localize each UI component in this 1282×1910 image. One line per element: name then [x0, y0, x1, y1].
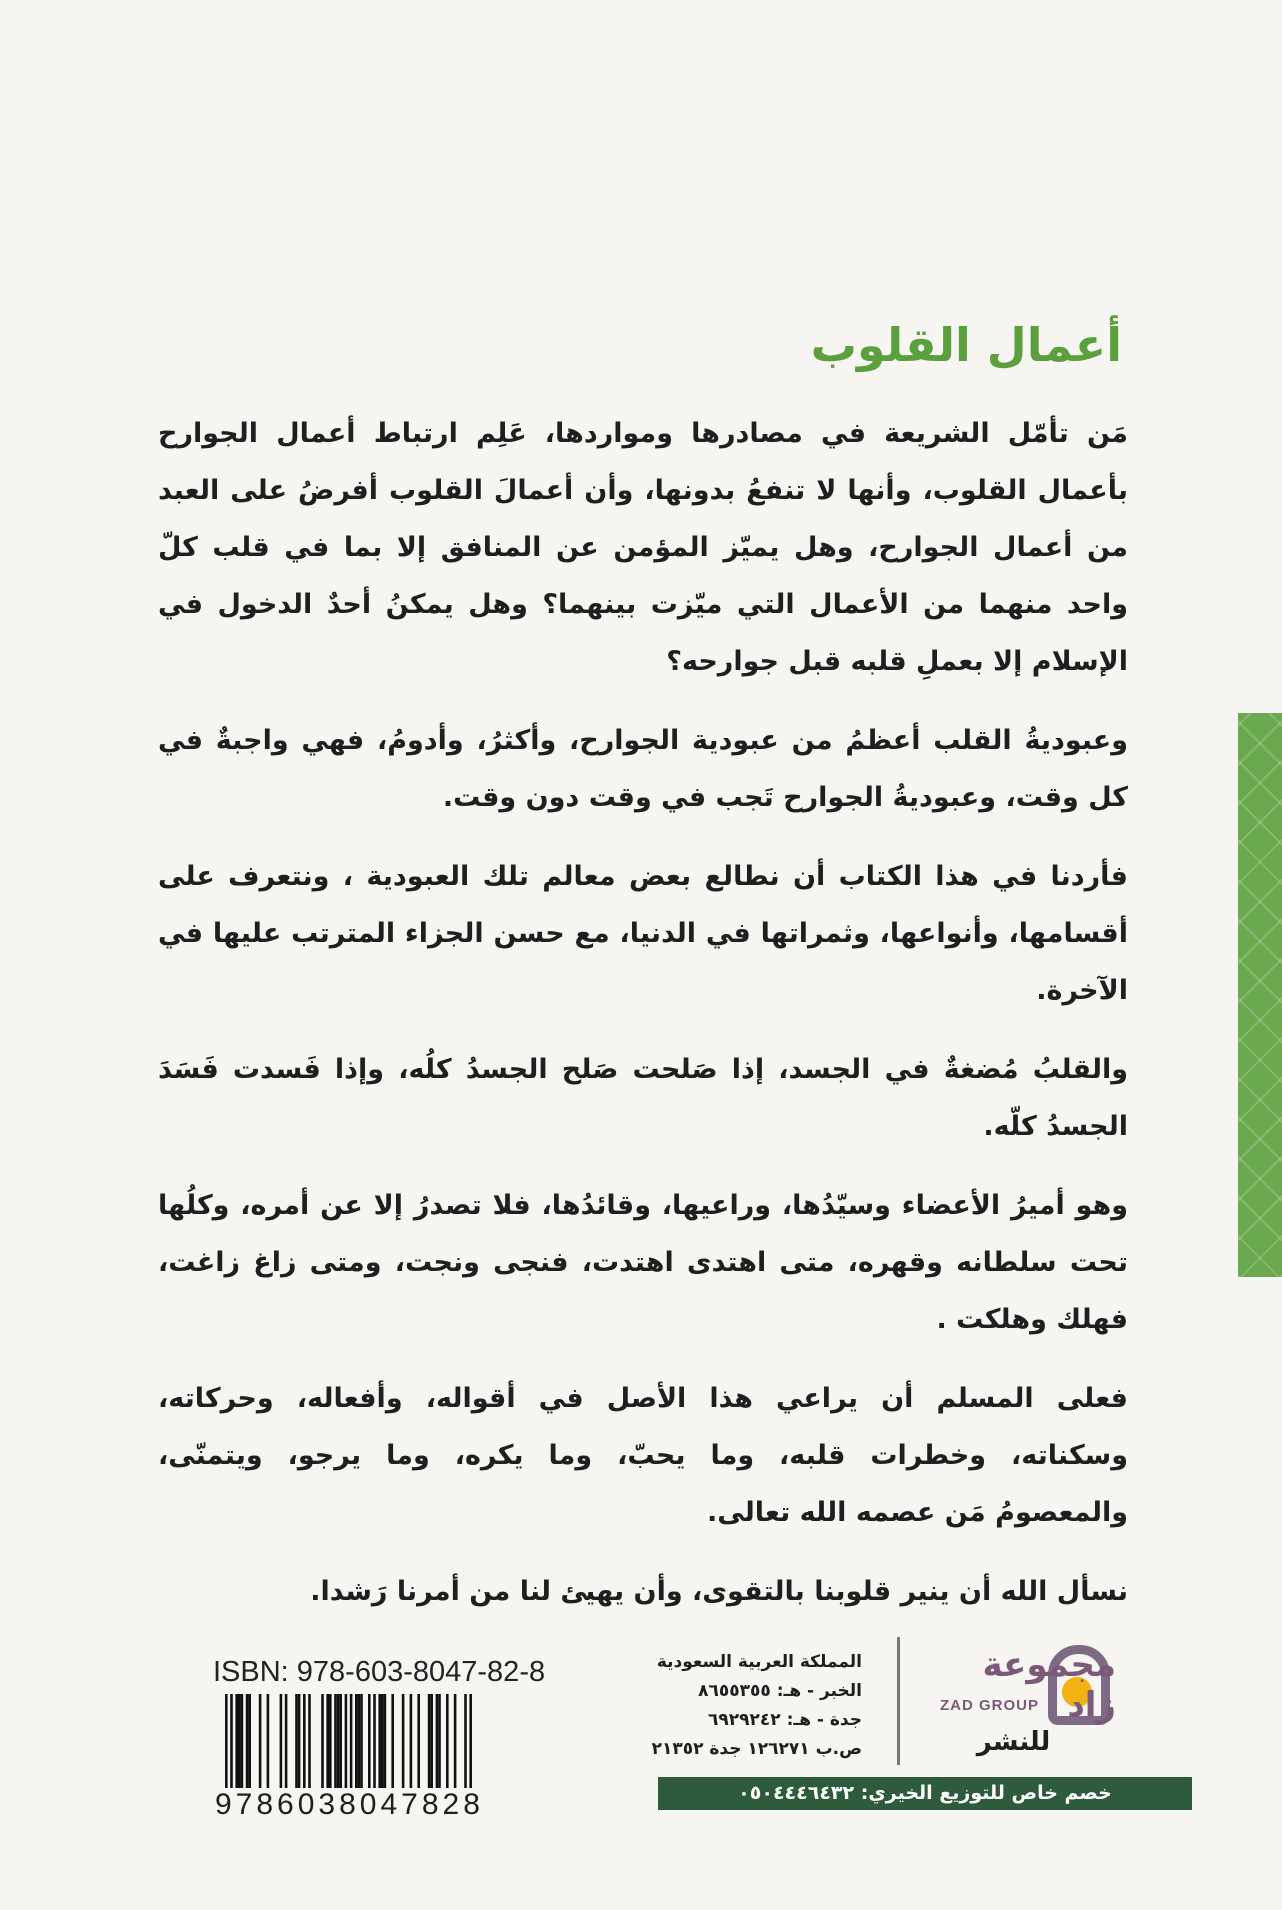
barcode-bar	[384, 1694, 387, 1790]
barcode-bar	[430, 1694, 433, 1790]
barcode-bar	[410, 1694, 413, 1790]
publisher-logo	[926, 1637, 1116, 1767]
barcode-bar	[446, 1694, 449, 1790]
barcode-bar	[391, 1694, 394, 1790]
address-khobar: الخبر - هـ: ٨٦٥٥٣٥٥	[698, 1681, 862, 1701]
barcode-bar	[339, 1694, 342, 1790]
logo-name-en: ZAD GROUP	[940, 1697, 1039, 1714]
barcode-bar	[373, 1694, 376, 1790]
barcode-bar	[381, 1694, 384, 1790]
barcode-bar	[248, 1694, 251, 1790]
logo-tagline: للنشر	[976, 1727, 1051, 1757]
barcode-bar	[238, 1694, 241, 1790]
barcode-bar	[259, 1694, 262, 1790]
book-title: أعمال القلوب	[810, 318, 1122, 372]
barcode-bar	[368, 1694, 371, 1790]
paragraph: فأردنا في هذا الكتاب أن نطالع بعض معالم تلك العبودية ، ونتعرف على أقسامها، وأنواعها، وثمراتها في الدنيا، مع حسن الجزاء المترتب عليها في الآخرة.	[158, 861, 1128, 1006]
isbn: ISBN: 978-603-8047-82-8	[213, 1656, 546, 1688]
barcode-bar	[378, 1694, 381, 1790]
divider	[897, 1637, 900, 1765]
barcode-bar	[321, 1694, 324, 1790]
address-pobox: ص.ب ١٢٦٢٧١ جدة ٢١٣٥٢	[651, 1739, 862, 1759]
barcode-bar	[438, 1694, 441, 1790]
barcode-bar	[334, 1694, 337, 1790]
paragraph: وعبوديةُ القلب أعظمُ من عبودية الجوارح، وأكثرُ، وأدومُ، فهي واجبةٌ في كل وقت، وعبوديةُ الجوارح تَجب في وقت دون وقت.	[158, 725, 1128, 813]
paragraph: وهو أميرُ الأعضاء وسيّدُها، وراعيها، وقائدُها، فلا تصدرُ إلا عن أمره، وكلُها تحت سلطانه وقهره، متى اهتدى اهتدت، فنجى ونجت، ومتى زاغ زاغت، فهلك وهلكت .	[158, 1190, 1128, 1335]
barcode-bar	[285, 1694, 288, 1790]
paragraph: والقلبُ مُضغةٌ في الجسد، إذا صَلحت صَلح الجسدُ كلُه، وإذا فَسدت فَسَدَ الجسدُ كلّه.	[158, 1054, 1128, 1142]
blurb	[158, 405, 1128, 1642]
paragraph: فعلى المسلم أن يراعي هذا الأصل في أقواله، وأفعاله، وحركاته، وسكناته، وخطرات قلبه، وما يحبّ، وما يكره، وما يرجو، ويتمنّى، والمعصومُ مَن عصمه الله تعالى.	[158, 1383, 1128, 1528]
logo-name-ar: مجموعة زاد	[982, 1645, 1116, 1725]
barcode-bar	[454, 1694, 457, 1790]
barcode-bar	[360, 1694, 363, 1790]
barcode-bar	[295, 1694, 298, 1790]
barcode-bar	[358, 1694, 361, 1790]
barcode-bar	[298, 1694, 301, 1790]
barcode-bar	[417, 1694, 420, 1790]
barcode-digits: 9786038047828	[215, 1788, 484, 1821]
barcode-bar	[355, 1694, 358, 1790]
decorative-pattern-strip	[1238, 713, 1282, 1277]
barcode-bar	[329, 1694, 332, 1790]
barcode-bar	[235, 1694, 238, 1790]
publisher-address	[640, 1648, 862, 1764]
barcode-bar	[436, 1694, 439, 1790]
address-jeddah: جدة - هـ: ٦٩٢٩٢٤٢	[708, 1710, 862, 1730]
barcode-bar	[280, 1694, 283, 1790]
barcode-bar	[337, 1694, 340, 1790]
barcode-bar	[241, 1694, 244, 1790]
address-country: المملكة العربية السعودية	[656, 1652, 862, 1672]
paragraph: نسأل الله أن ينير قلوبنا بالتقوى، وأن يهيئ لنا من أمرنا رَشدا.	[310, 1576, 1128, 1607]
barcode-bar	[326, 1694, 329, 1790]
barcode-bar	[246, 1694, 249, 1790]
barcode-bar	[308, 1694, 311, 1790]
barcode-bar	[402, 1694, 405, 1790]
barcode-bar	[267, 1694, 270, 1790]
barcode-bar	[303, 1694, 306, 1790]
paragraph: مَن تأمّل الشريعة في مصادرها ومواردها، عَلِم ارتباط أعمال الجوارح بأعمال القلوب، وأنها لا تنفعُ بدونها، وأن أعمالَ القلوب أفرضُ على العبد من أعمال الجوارح، وهل يميّز المؤمن عن المنافق إلا بما في قلب كلّ واحد منهما من الأعمال التي ميّزت بينهما؟ وهل يمكنُ أحدٌ الدخول في الإسلام إلا بعملِ قلبه قبل جوارحه؟	[158, 418, 1128, 677]
barcode-bar	[428, 1694, 431, 1790]
discount-banner: خصم خاص للتوزيع الخيري: ٠٥٠٤٤٤٦٤٣٢	[658, 1777, 1192, 1810]
